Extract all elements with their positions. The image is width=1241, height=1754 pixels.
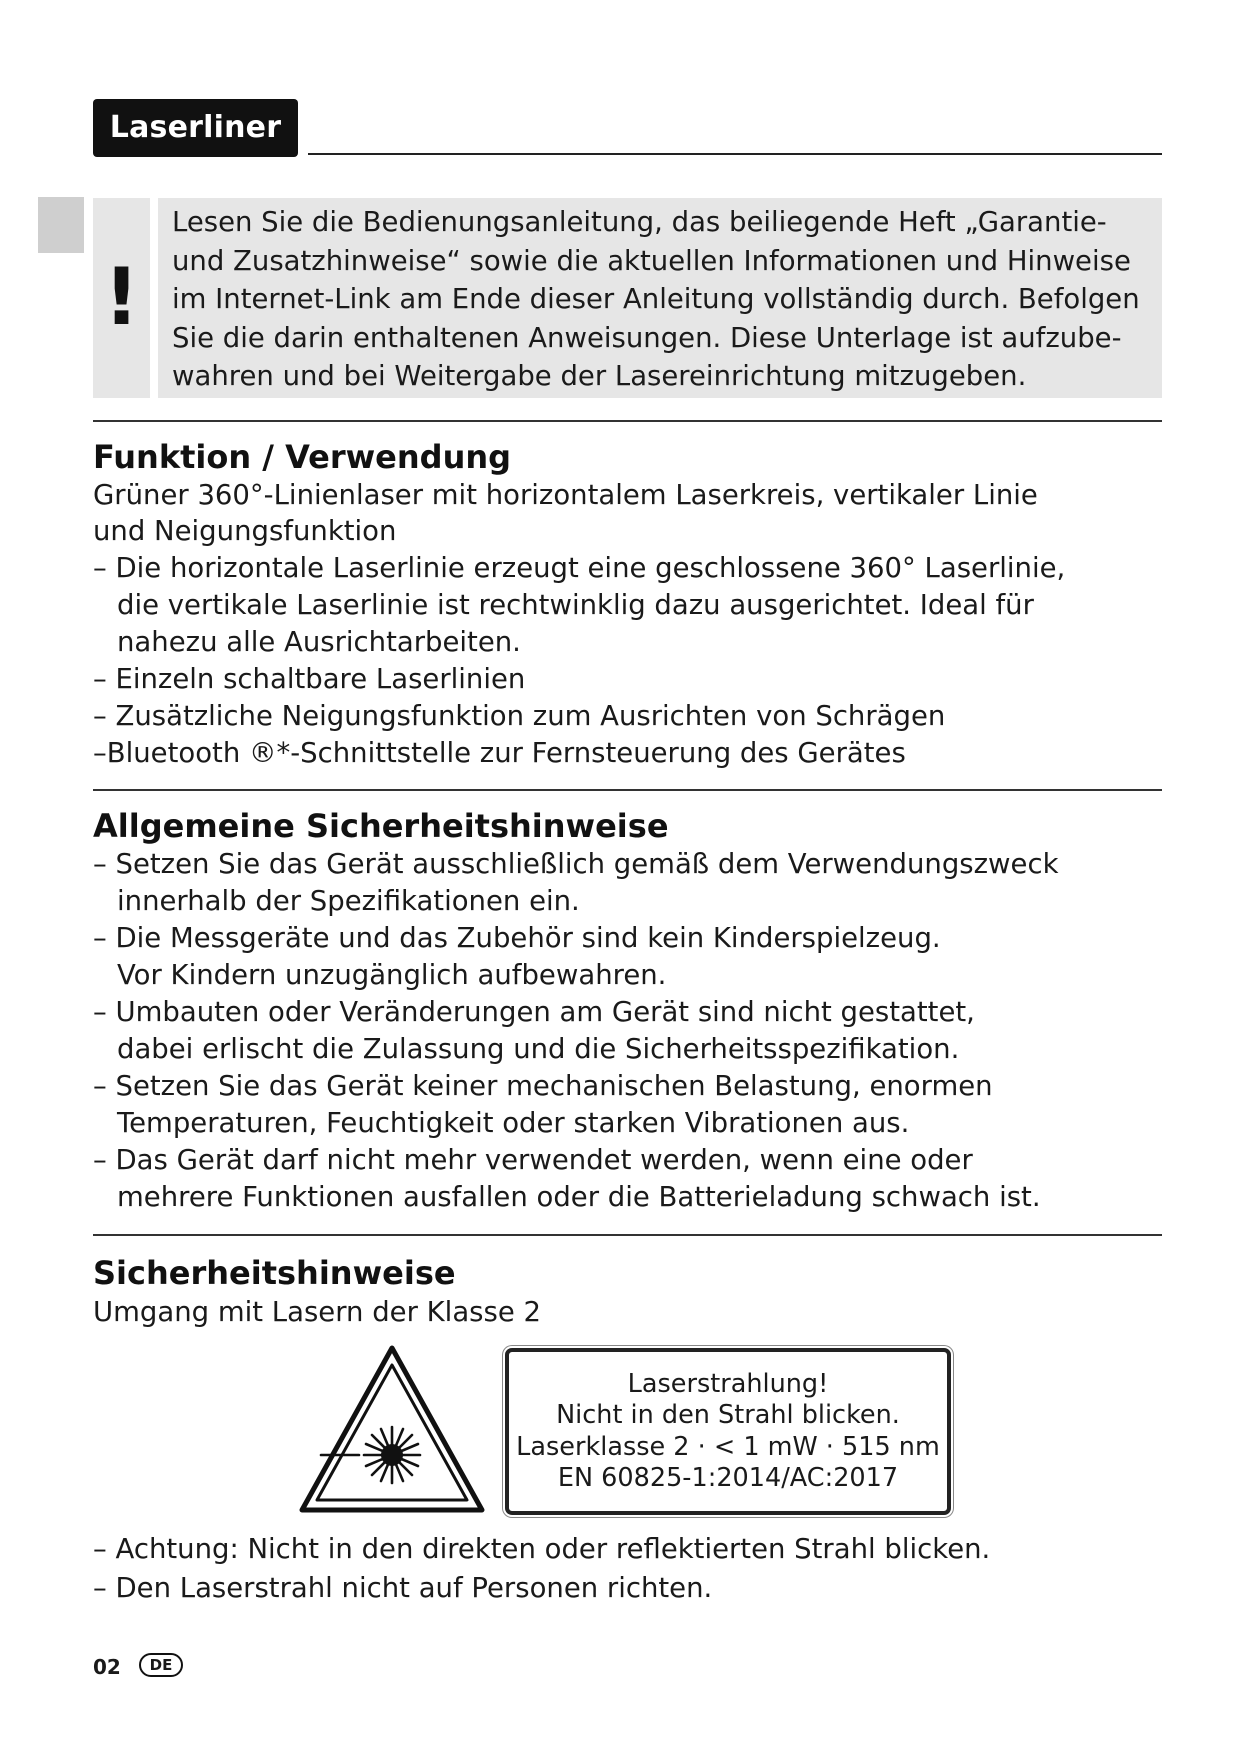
function-intro-line: Grüner 360°-Linienlaser mit horizontalem Laserkreis, vertikaler Linie (93, 479, 1038, 511)
general-safety-text (93, 846, 1163, 1216)
notice-line: im Internet-Link am Ende dieser Anleitung vollständig durch. Befolgen (172, 283, 1140, 315)
language-badge: DE (139, 1653, 183, 1677)
general-safety-heading: Allgemeine Sicherheitshinweise (93, 807, 669, 845)
section-divider (93, 1234, 1162, 1236)
laser-warning-line: – Achtung: Nicht in den direkten oder reflektierten Strahl blicken. (93, 1533, 991, 1565)
safety-bullet: – Setzen Sie das Gerät ausschließlich gemäß dem Verwendungszweck (93, 848, 1059, 880)
notice-line: wahren und bei Weitergabe der Lasereinrichtung mitzugeben. (172, 360, 1027, 392)
laser-label-line: Laserstrahlung! (627, 1368, 829, 1399)
safety-bullet: – Umbauten oder Veränderungen am Gerät sind nicht gestattet, (93, 996, 975, 1028)
safety-bullet-cont: Vor Kindern unzugänglich aufbewahren. (117, 959, 667, 991)
laser-warning-line: – Den Laserstrahl nicht auf Personen richten. (93, 1572, 713, 1604)
section-divider (93, 420, 1162, 422)
laser-label-line: EN 60825-1:2014/AC:2017 (557, 1463, 899, 1493)
safety-subtitle-block (93, 1293, 1163, 1331)
notice-text (158, 198, 1162, 398)
section-divider (93, 789, 1162, 791)
safety-subtitle: Umgang mit Lasern der Klasse 2 (93, 1296, 541, 1328)
function-text (93, 477, 1163, 772)
safety-bullet-cont: mehrere Funktionen ausfallen oder die Batterieladung schwach ist. (117, 1181, 1041, 1213)
function-heading: Funktion / Verwendung (93, 438, 512, 476)
safety-heading: Sicherheitshinweise (93, 1254, 456, 1292)
notice-line: und Zusatzhinweise“ sowie die aktuellen Informationen und Hinweise (172, 244, 1131, 277)
laser-warning-triangle-icon (299, 1345, 485, 1513)
function-intro-line: und Neigungsfunktion (93, 515, 397, 547)
notice-line: Lesen Sie die Bedienungsanleitung, das beiliegende Heft „Garantie- (172, 206, 1107, 238)
laserliner-logo: Laserliner (93, 99, 298, 157)
function-bullet: –Bluetooth ®*-Schnittstelle zur Fernsteuerung des Gerätes (93, 737, 906, 769)
safety-bullet: – Die Messgeräte und das Zubehör sind kein Kinderspielzeug. (93, 922, 941, 954)
laser-label-line: Nicht in den Strahl blicken. (556, 1400, 900, 1430)
safety-bullet-cont: innerhalb der Spezifikationen ein. (117, 885, 580, 917)
laser-label-box (505, 1348, 951, 1515)
function-bullet-cont: nahezu alle Ausrichtarbeiten. (117, 626, 521, 658)
notice-line: Sie die darin enthaltenen Anweisungen. Diese Unterlage ist aufzube- (172, 321, 1122, 354)
function-bullet: – Einzeln schaltbare Laserlinien (93, 663, 526, 695)
notice-icon-box (93, 198, 150, 398)
laser-label-line: Laserklasse 2 · < 1 mW · 515 nm (516, 1431, 940, 1462)
page-number: 02 (93, 1655, 121, 1679)
function-bullet: – Zusätzliche Neigungsfunktion zum Ausrichten von Schrägen (93, 700, 946, 732)
safety-bullet-cont: dabei erlischt die Zulassung und die Sicherheitsspezifikation. (117, 1033, 960, 1065)
function-bullet-cont: die vertikale Laserlinie ist rechtwinklig dazu ausgerichtet. Ideal für (117, 589, 1034, 621)
exclamation-icon: ! (103, 253, 140, 343)
function-bullet: – Die horizontale Laserlinie erzeugt eine geschlossene 360° Laserlinie, (93, 552, 1066, 584)
safety-bullet: – Setzen Sie das Gerät keiner mechanischen Belastung, enormen (93, 1070, 993, 1102)
header-rule (308, 153, 1162, 155)
side-tab-marker (38, 197, 84, 253)
laser-warnings (93, 1530, 1163, 1608)
safety-bullet: – Das Gerät darf nicht mehr verwendet werden, wenn eine oder (93, 1144, 973, 1176)
safety-bullet-cont: Temperaturen, Feuchtigkeit oder starken Vibrationen aus. (117, 1107, 910, 1139)
